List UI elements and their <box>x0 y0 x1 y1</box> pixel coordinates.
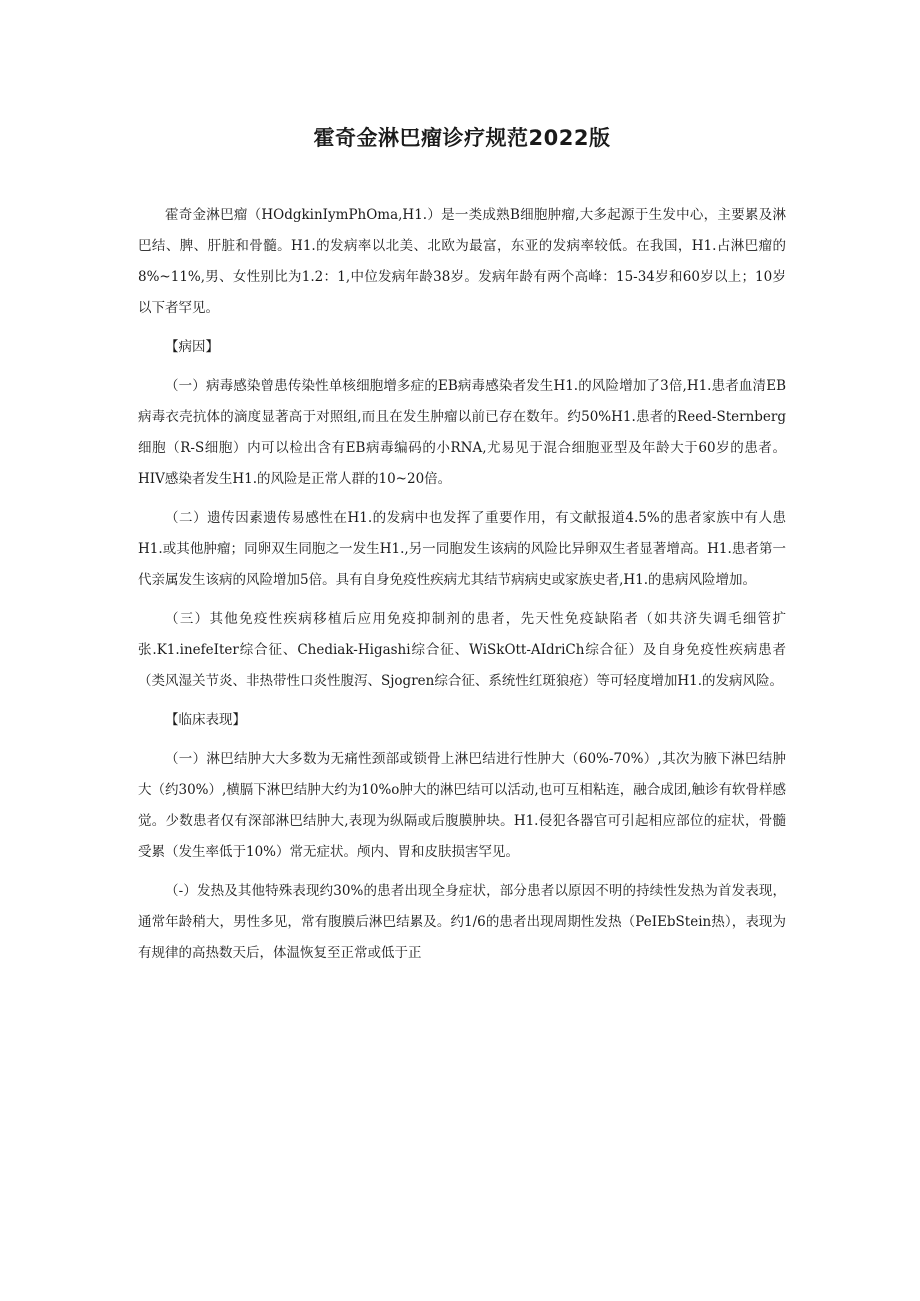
paragraph-lymph-node-enlargement: （一）淋巴结肿大大多数为无痛性颈部或锁骨上淋巴结进行性肿大（60%-70%）,其次为腋下淋巴结肿大（约30%）,横膈下淋巴结肿大约为10%o肿大的淋巴结可以活动,也可互相粘连，融合成团,触诊有软骨样感觉。少数患者仅有深部淋巴结肿大,表现为纵隔或后腹膜肿块。H1.侵犯各器官可引起相应部位的症状，骨髓受累（发生率低于10%）常无症状。颅内、胃和皮肤损害罕见。 <box>138 751 787 860</box>
intro-paragraph: 霍奇金淋巴瘤（HOdgkinIymPhOma,H1.）是一类成熟B细胞肿瘤,大多起源于生发中心，主要累及淋巴结、脾、肝脏和骨髓。H1.的发病率以北美、北欧为最富，东亚的发病率较低。在我国，H1.占淋巴瘤的8%~11%,男、女性别比为1.2：1,中位发病年龄38岁。发病年龄有两个高峰：15-34岁和60岁以上；10岁以下者罕见。 <box>138 207 786 316</box>
paragraph-virus-infection: （一）病毒感染曾患传染性单核细胞增多症的EB病毒感染者发生H1.的风险增加了3倍,H1.患者血清EB病毒衣壳抗体的滴度显著高于对照组,而且在发生肿瘤以前已存在数年。约50%H1.患者的Reed-Sternberg细胞（R-S细胞）内可以检出含有EB病毒编码的小RNA,尤易见于混合细胞亚型及年龄大于60岁的患者。HIV感染者发生H1.的风险是正常人群的10~20倍。 <box>138 378 786 487</box>
paragraph-immune-diseases: （三）其他免疫性疾病移植后应用免疫抑制剂的患者，先天性免疫缺陷者（如共济失调毛细管扩张.K1.inefeIter综合征、Chediak-Higashi综合征、WiSkOtt-AIdriCh综合征）及自身免疫性疾病患者（类风湿关节炎、非热带性口炎性腹泻、Sjogren综合征、系统性红斑狼疮）等可轻度增加H1.的发病风险。 <box>138 611 786 689</box>
document-body <box>138 200 786 977</box>
paragraph-fever: （-）发热及其他特殊表现约30%的患者出现全身症状，部分患者以原因不明的持续性发热为首发表现，通常年龄稍大，男性多见，常有腹膜后淋巴结累及。约1/6的患者出现周期性发热（PeIEbStein热），表现为有规律的高热数天后，体温恢复至正常或低于正 <box>138 883 786 961</box>
section-heading-etiology: 【病因】 <box>165 339 219 355</box>
section-heading-clinical: 【临床表现】 <box>165 712 246 728</box>
document-title: 霍奇金淋巴瘤诊疗规范2022版 <box>313 126 611 150</box>
paragraph-genetic-factors: （二）遗传因素遗传易感性在H1.的发病中也发挥了重要作用，有文献报道4.5%的患者家族中有人患H1.或其他肿瘤；同卵双生同胞之一发生H1.,另一同胞发生该病的风险比异卵双生者显著增高。H1.患者第一代亲属发生该病的风险增加5倍。具有自身免疫性疾病尤其结节病病史或家族史者,H1.的患病风险增加。 <box>138 510 786 588</box>
